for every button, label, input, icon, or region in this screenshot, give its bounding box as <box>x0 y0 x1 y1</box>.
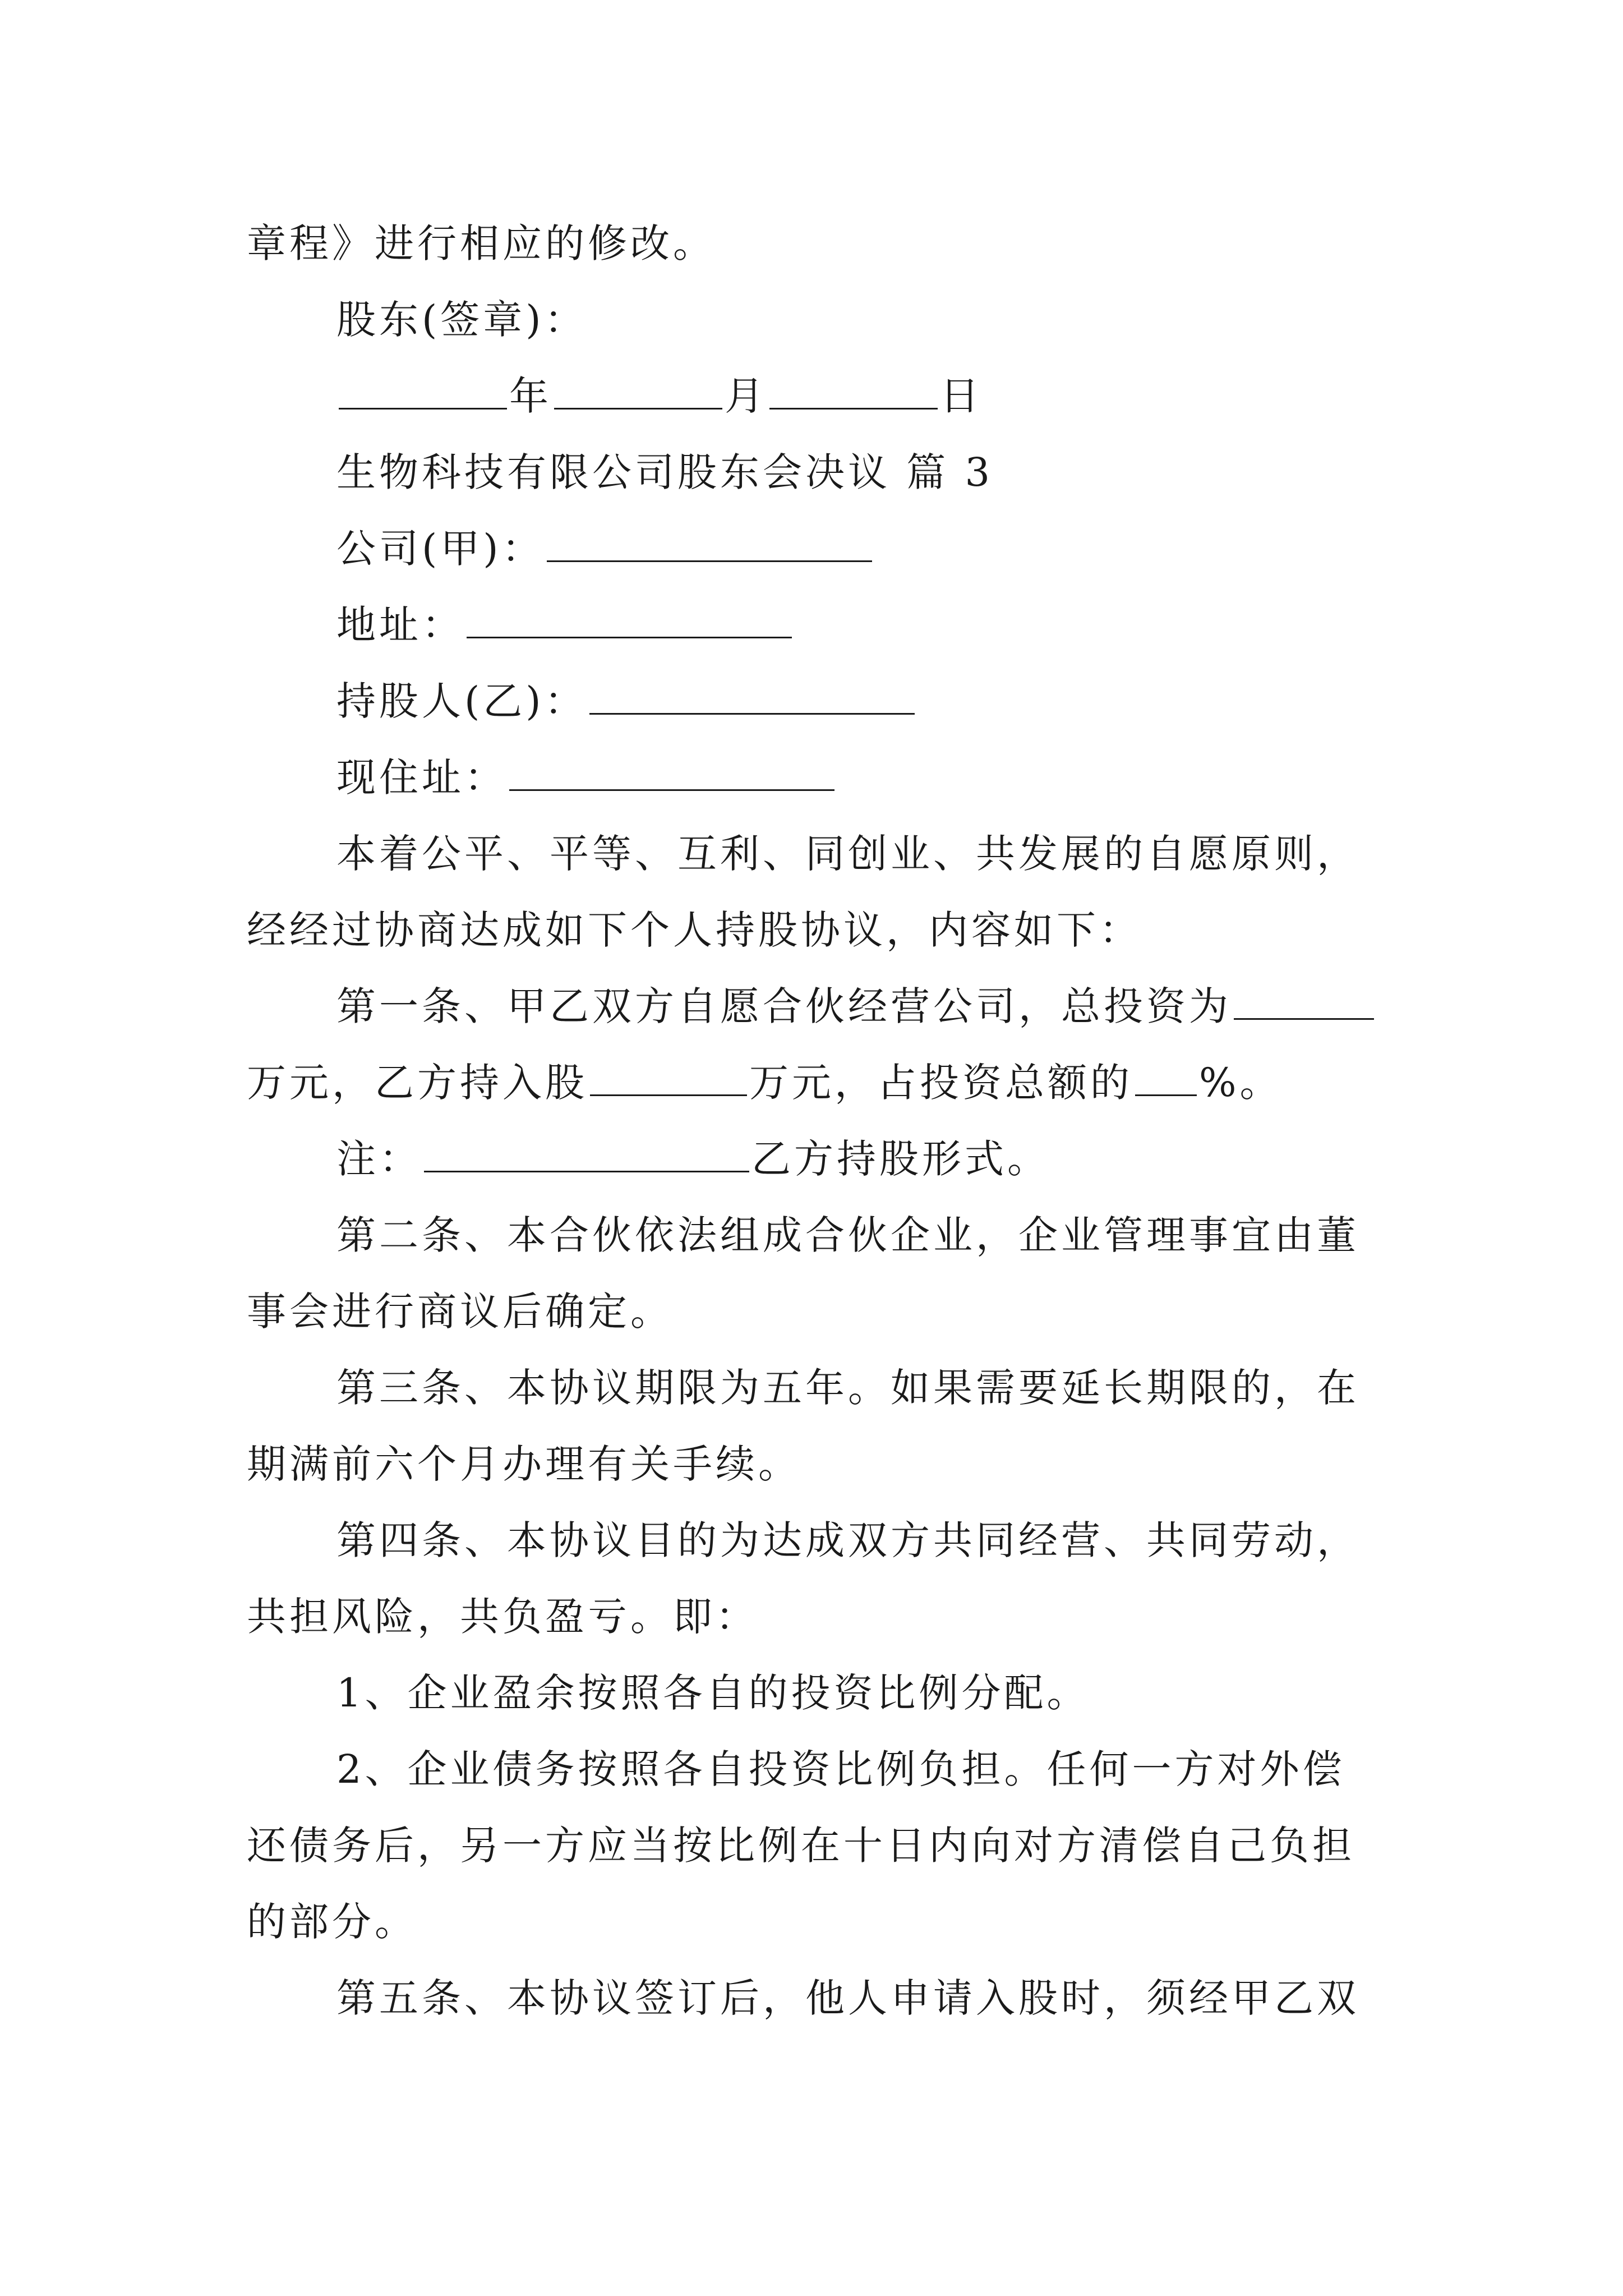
line-text: 第五条、本协议签订后，他人申请入股时，须经甲乙双 <box>336 1975 1359 2021</box>
day-label: 日 <box>940 373 983 419</box>
line-text: 经经过协商达成如下个人持股协议，内容如下： <box>247 907 1142 953</box>
line-text: 的部分。 <box>247 1899 417 1945</box>
percent-blank <box>1135 1061 1197 1096</box>
note-prefix: 注： <box>336 1136 422 1182</box>
line-text: 期满前六个月办理有关手续。 <box>247 1441 801 1487</box>
current-address-blank <box>509 756 834 791</box>
share-amount-blank <box>590 1061 747 1096</box>
amount-text: 万元，占投资总额的 <box>749 1060 1133 1106</box>
amount-text: %。 <box>1199 1060 1283 1106</box>
field-label: 地址： <box>336 602 464 648</box>
line-text: 股东(签章)： <box>336 297 587 343</box>
line-text: 第三条、本协议期限为五年。如果需要延长期限的，在 <box>336 1365 1359 1411</box>
year-blank <box>339 374 507 409</box>
paragraph-line <box>0 1959 1623 2037</box>
current-address-field <box>0 738 1623 817</box>
article-1-line <box>0 967 1623 1046</box>
line-text: 共担风险，共负盈亏。即： <box>247 1594 758 1640</box>
note-suffix: 乙方持股形式。 <box>751 1136 1050 1182</box>
line-text: 还债务后，另一方应当按比例在十日内向对方清偿自己负担 <box>247 1823 1355 1869</box>
company-blank <box>547 527 872 562</box>
line-text: 生物科技有限公司股东会决议 篇 3 <box>336 449 994 495</box>
day-blank <box>769 374 938 409</box>
paragraph-line <box>0 1272 1623 1351</box>
line-text: 事会进行商议后确定。 <box>247 1289 673 1335</box>
address-field <box>0 586 1623 664</box>
field-label: 公司(甲)： <box>336 526 545 572</box>
paragraph-line <box>0 1577 1623 1656</box>
field-label: 持股人(乙)： <box>336 678 587 724</box>
line-text: 本着公平、平等、互利、同创业、共发展的自愿原则， <box>336 831 1359 877</box>
list-item <box>0 1730 1623 1809</box>
holder-field <box>0 662 1623 740</box>
address-blank <box>467 603 792 638</box>
line-text: 2、企业债务按照各自投资比例负担。任何一方对外偿 <box>336 1746 1345 1792</box>
shareholder-signature-line <box>0 280 1623 359</box>
paragraph-line <box>0 1883 1623 1961</box>
note-line <box>0 1120 1623 1198</box>
note-blank <box>424 1137 749 1172</box>
paragraph-line <box>0 204 1623 283</box>
field-label: 现住址： <box>336 754 507 800</box>
line-text: 第二条、本合伙依法组成合伙企业，企业管理事宜由董 <box>336 1212 1359 1258</box>
year-label: 年 <box>509 373 552 419</box>
company-field <box>0 509 1623 588</box>
section-heading <box>0 433 1623 512</box>
amount-text: 万元，乙方持入股 <box>247 1060 588 1106</box>
paragraph-line <box>0 1425 1623 1503</box>
list-item <box>0 1654 1623 1732</box>
paragraph-line <box>0 1806 1623 1885</box>
line-text: 第一条、甲乙双方自愿合伙经营公司，总投资为 <box>336 983 1232 1029</box>
line-text: 章程》进行相应的修改。 <box>247 220 716 266</box>
paragraph-line <box>0 1501 1623 1580</box>
month-label: 月 <box>725 373 767 419</box>
month-blank <box>554 374 722 409</box>
paragraph-line <box>0 815 1623 893</box>
paragraph-line <box>0 891 1623 969</box>
total-investment-blank <box>1234 984 1374 1020</box>
line-text: 1、企业盈余按照各自的投资比例分配。 <box>336 1670 1090 1716</box>
paragraph-line <box>0 1349 1623 1427</box>
date-line <box>0 357 1623 435</box>
paragraph-line <box>0 1196 1623 1274</box>
article-1-amounts-line <box>0 1043 1623 1122</box>
holder-blank <box>589 679 915 715</box>
line-text: 第四条、本协议目的为达成双方共同经营、共同劳动， <box>336 1517 1359 1563</box>
